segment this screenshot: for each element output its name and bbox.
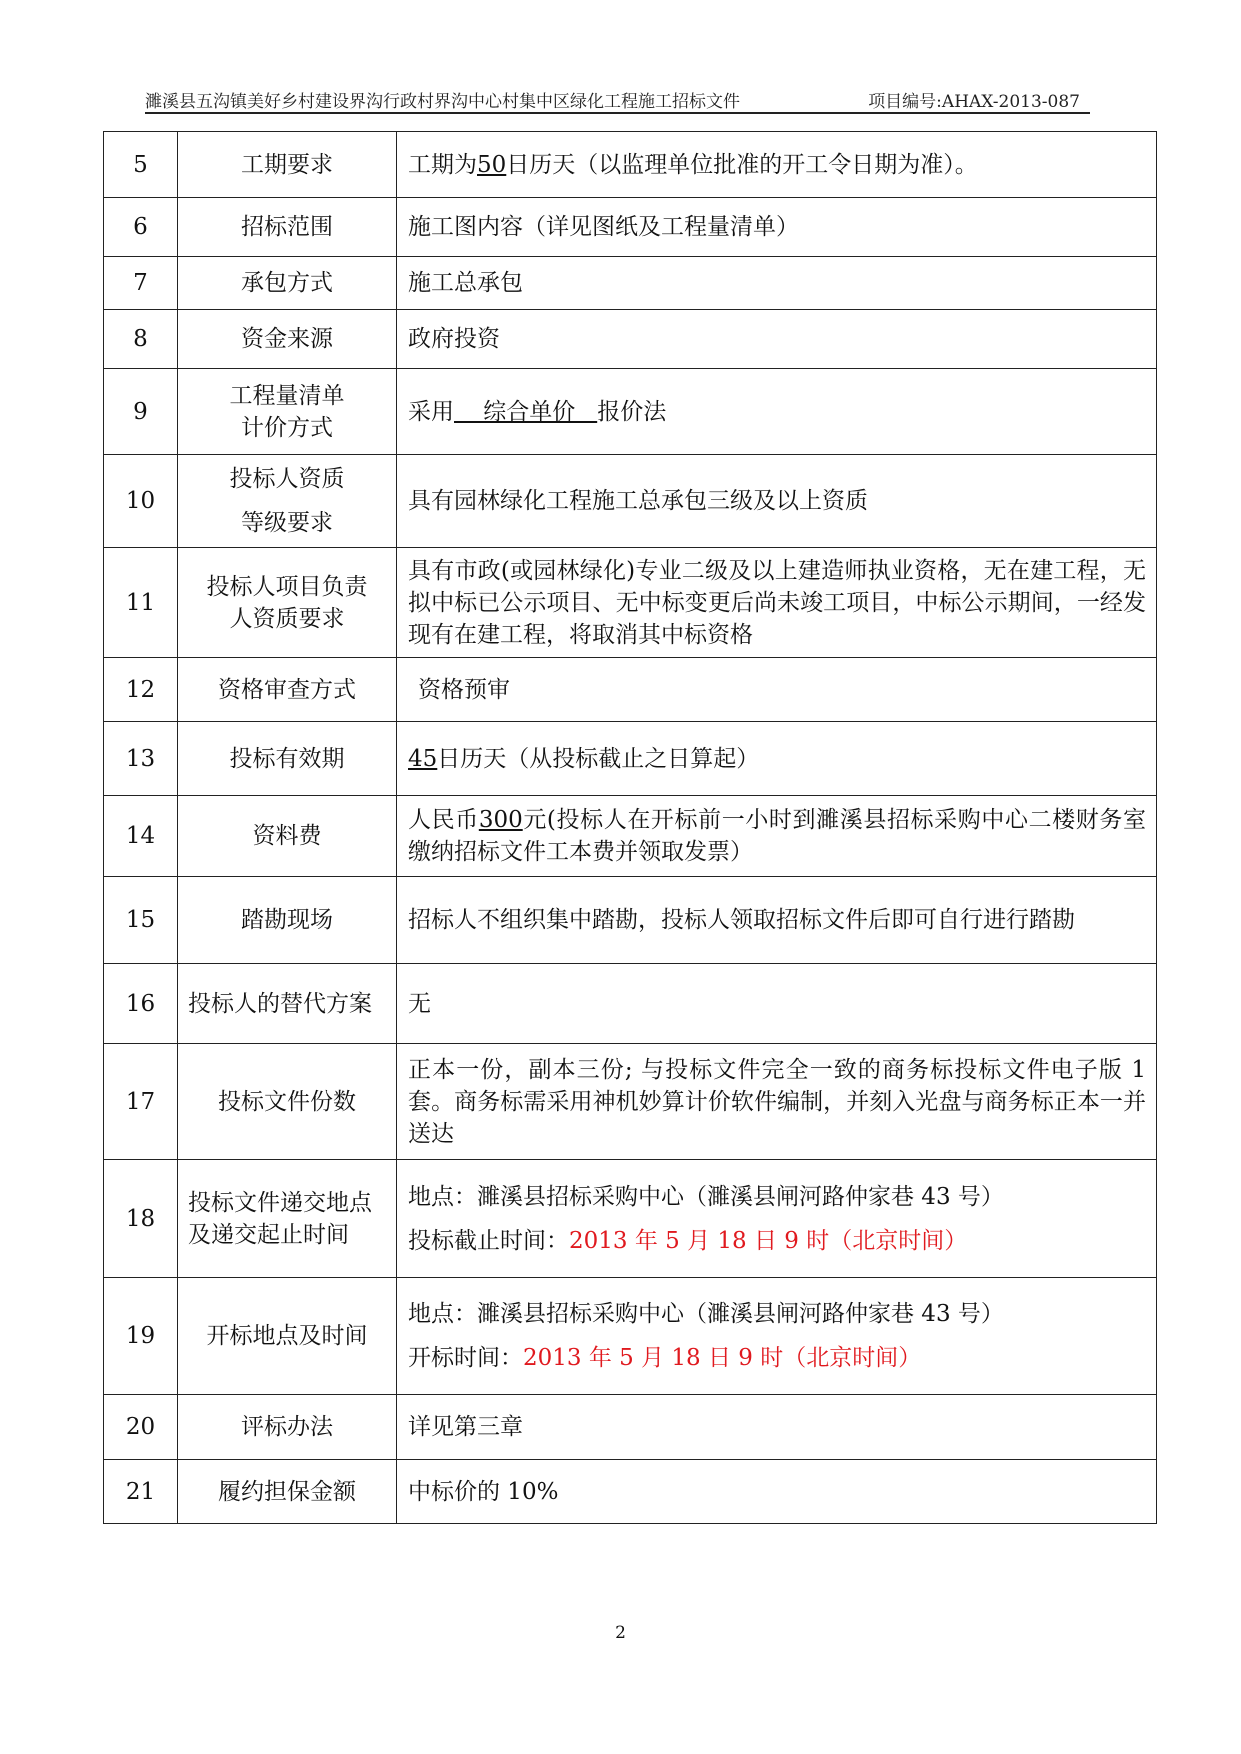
table-row (104, 132, 1157, 198)
row-number: 16 (104, 964, 178, 1044)
row-label: 投标文件递交地点及递交起止时间 (178, 1160, 397, 1278)
table-row (104, 455, 1157, 548)
row-label: 投标人资质 等级要求 (178, 455, 397, 548)
row-content: 招标人不组织集中踏勘，投标人领取招标文件后即可自行进行踏勘 (397, 877, 1157, 964)
row-content: 政府投资 (397, 310, 1157, 369)
table-row (104, 257, 1157, 310)
table-row (104, 1044, 1157, 1160)
row-number: 7 (104, 257, 178, 310)
table-row (104, 1395, 1157, 1460)
row-content: 中标价的 10% (397, 1460, 1157, 1524)
row-content: 采用 综合单价 报价法 (397, 369, 1157, 455)
row-label: 投标文件份数 (178, 1044, 397, 1160)
row-label: 资料费 (178, 796, 397, 877)
row-content: 地点：濉溪县招标采购中心（濉溪县闸河路仲家巷 43 号） 投标截止时间：2013 年 5 月 18 日 9 时（北京时间） (397, 1160, 1157, 1278)
row-number: 12 (104, 658, 178, 722)
table-row (104, 548, 1157, 658)
page-number: 2 (615, 1623, 626, 1643)
row-number: 13 (104, 722, 178, 796)
row-content: 施工总承包 (397, 257, 1157, 310)
row-label: 踏勘现场 (178, 877, 397, 964)
row-label: 招标范围 (178, 198, 397, 257)
row-number: 20 (104, 1395, 178, 1460)
row-content: 人民币300元(投标人在开标前一小时到濉溪县招标采购中心二楼财务室缴纳招标文件工本费并领取发票） (397, 796, 1157, 877)
row-number: 8 (104, 310, 178, 369)
row-content: 45日历天（从投标截止之日算起） (397, 722, 1157, 796)
table-row (104, 310, 1157, 369)
row-number: 17 (104, 1044, 178, 1160)
row-label: 资金来源 (178, 310, 397, 369)
row-content: 地点：濉溪县招标采购中心（濉溪县闸河路仲家巷 43 号） 开标时间：2013 年 5 月 18 日 9 时（北京时间） (397, 1278, 1157, 1395)
tender-info-table (103, 131, 1157, 1524)
table-row (104, 369, 1157, 455)
row-label: 资格审查方式 (178, 658, 397, 722)
row-number: 10 (104, 455, 178, 548)
table-row (104, 796, 1157, 877)
table-row (104, 658, 1157, 722)
row-label: 投标人项目负责 人资质要求 (178, 548, 397, 658)
row-label: 工期要求 (178, 132, 397, 198)
row-number: 18 (104, 1160, 178, 1278)
row-number: 5 (104, 132, 178, 198)
row-label: 工程量清单 计价方式 (178, 369, 397, 455)
row-content: 施工图内容（详见图纸及工程量清单） (397, 198, 1157, 257)
row-label: 履约担保金额 (178, 1460, 397, 1524)
project-number: 项目编号:AHAX-2013-087 (868, 92, 1080, 112)
row-label: 投标人的替代方案 (178, 964, 397, 1044)
table-row (104, 877, 1157, 964)
row-number: 15 (104, 877, 178, 964)
row-number: 6 (104, 198, 178, 257)
row-number: 19 (104, 1278, 178, 1395)
row-content: 具有园林绿化工程施工总承包三级及以上资质 (397, 455, 1157, 548)
row-content: 工期为50日历天（以监理单位批准的开工令日期为准）。 (397, 132, 1157, 198)
table-row (104, 1160, 1157, 1278)
row-content: 无 (397, 964, 1157, 1044)
row-label: 评标办法 (178, 1395, 397, 1460)
row-number: 9 (104, 369, 178, 455)
document-title: 濉溪县五沟镇美好乡村建设界沟行政村界沟中心村集中区绿化工程施工招标文件 (145, 92, 740, 112)
page-header (145, 86, 1090, 114)
row-content: 资格预审 (397, 658, 1157, 722)
row-content: 具有市政(或园林绿化)专业二级及以上建造师执业资格，无在建工程，无拟中标已公示项目、无中标变更后尚未竣工项目，中标公示期间，一经发现有在建工程，将取消其中标资格 (397, 548, 1157, 658)
table-row (104, 964, 1157, 1044)
row-number: 21 (104, 1460, 178, 1524)
row-content: 正本一份，副本三份; 与投标文件完全一致的商务标投标文件电子版 1 套。商务标需采用神机妙算计价软件编制，并刻入光盘与商务标正本一并送达 (397, 1044, 1157, 1160)
table-row (104, 722, 1157, 796)
table-row (104, 1278, 1157, 1395)
table-row (104, 1460, 1157, 1524)
row-label: 投标有效期 (178, 722, 397, 796)
row-label: 开标地点及时间 (178, 1278, 397, 1395)
row-label: 承包方式 (178, 257, 397, 310)
row-number: 14 (104, 796, 178, 877)
row-content: 详见第三章 (397, 1395, 1157, 1460)
table-row (104, 198, 1157, 257)
row-number: 11 (104, 548, 178, 658)
